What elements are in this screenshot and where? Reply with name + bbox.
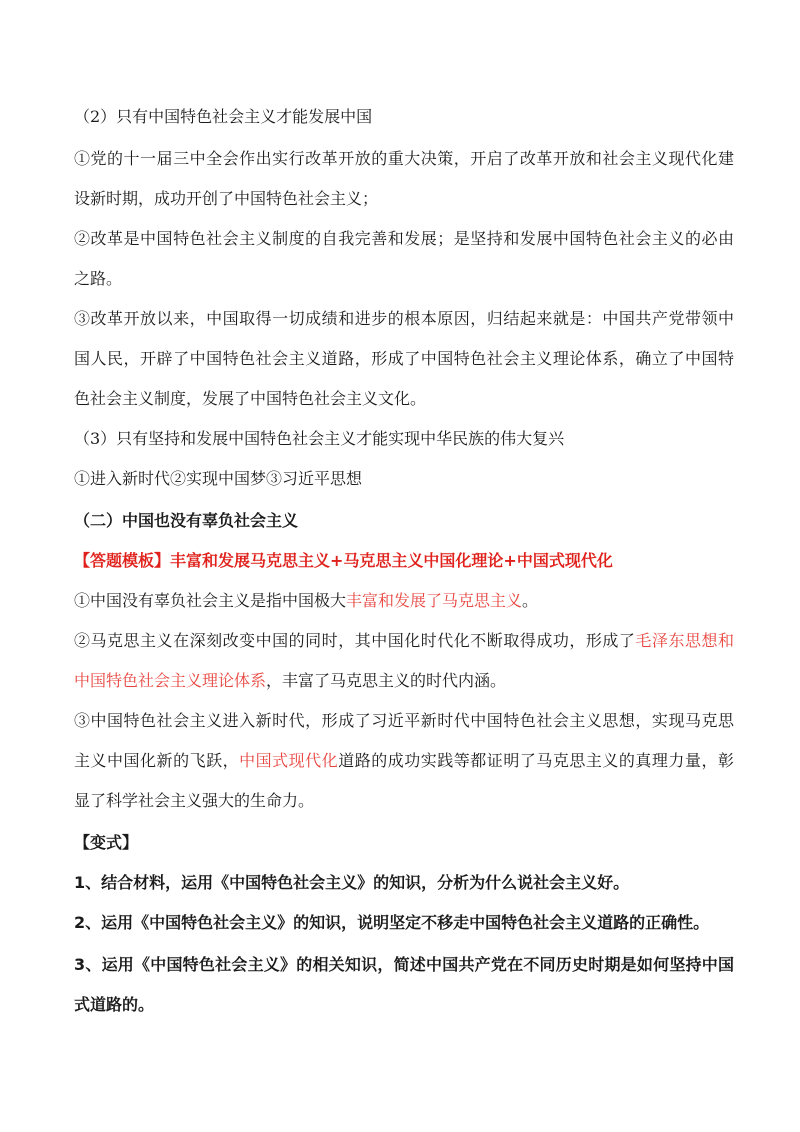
part-2-paragraph-3-highlight: 中国式现代化 (239, 751, 339, 770)
part-2-paragraph-2-highlight-1: 毛泽东思想和 (635, 631, 734, 650)
part-2-paragraph-2-line-2 (74, 671, 734, 691)
part-2-paragraph-2-line-1 (74, 631, 734, 651)
part-2-paragraph-2-end: ，丰富了马克思主义的时代内涵。 (266, 671, 507, 690)
variants-heading: 【变式】 (74, 833, 139, 852)
part-2-paragraph-3-end: 道路的成功实践等都证明了马克思主义的真理力量，彰 (338, 751, 734, 770)
variant-question-3-line-1: 3、运用《中国特色社会主义》的相关知识，简述中国共产党在不同历史时期是如何坚持中国 (74, 955, 734, 974)
section-2-paragraph-2-line-2: 之路。 (74, 269, 123, 288)
section-2-paragraph-3-line-1: ③改革开放以来，中国取得一切成绩和进步的根本原因，归结起来就是：中国共产党带领中 (74, 309, 734, 328)
part-2-paragraph-2-highlight-2: 中国特色社会主义理论体系 (74, 671, 267, 690)
part-2-paragraph-2-text: ②马克思主义在深刻改变中国的同时，其中国化时代化不断取得成功，形成了 (74, 631, 636, 650)
variant-question-3-line-2: 式道路的。 (74, 995, 155, 1014)
answer-template-title: 【答题模板】丰富和发展马克思主义+马克思主义中国化理论+中国式现代化 (74, 551, 613, 570)
part-2-paragraph-3-text: 主义中国化新的飞跃， (74, 751, 240, 770)
part-2-paragraph-1-text: ①中国没有辜负社会主义是指中国极大 (74, 591, 347, 610)
section-2-paragraph-3-line-2: 国人民，开辟了中国特色社会主义道路，形成了中国特色社会主义理论体系，确立了中国特 (74, 349, 734, 368)
variant-question-1: 1、结合材料，运用《中国特色社会主义》的知识，分析为什么说社会主义好。 (74, 873, 630, 892)
part-2-paragraph-3-line-2 (74, 751, 734, 771)
part-2-paragraph-1 (74, 591, 734, 611)
section-2-heading: （2）只有中国特色社会主义才能发展中国 (74, 107, 373, 126)
part-2-paragraph-3-line-1: ③中国特色社会主义进入新时代，形成了习近平新时代中国特色社会主义思想，实现马克思 (74, 711, 734, 730)
section-2-paragraph-1-line-1: ①党的十一届三中全会作出实行改革开放的重大决策，开启了改革开放和社会主义现代化建 (74, 149, 734, 168)
part-2-heading: （二）中国也没有辜负社会主义 (74, 511, 299, 530)
section-3-items: ①进入新时代②实现中国梦③习近平思想 (74, 469, 363, 488)
variant-question-2: 2、运用《中国特色社会主义》的知识，说明坚定不移走中国特色社会主义道路的正确性。 (74, 913, 710, 932)
part-2-paragraph-3-line-3: 显了科学社会主义强大的生命力。 (74, 791, 315, 810)
section-2-paragraph-1-line-2: 设新时期，成功开创了中国特色社会主义； (74, 189, 379, 208)
section-2-paragraph-3-line-3: 色社会主义制度，发展了中国特色社会主义文化。 (74, 389, 427, 408)
section-2-paragraph-2-line-1: ②改革是中国特色社会主义制度的自我完善和发展；是坚持和发展中国特色社会主义的必由 (74, 229, 734, 248)
part-2-paragraph-1-highlight: 丰富和发展了马克思主义 (346, 591, 523, 610)
part-2-paragraph-1-end: 。 (522, 591, 539, 610)
section-3-heading: （3）只有坚持和发展中国特色社会主义才能实现中华民族的伟大复兴 (74, 429, 565, 448)
